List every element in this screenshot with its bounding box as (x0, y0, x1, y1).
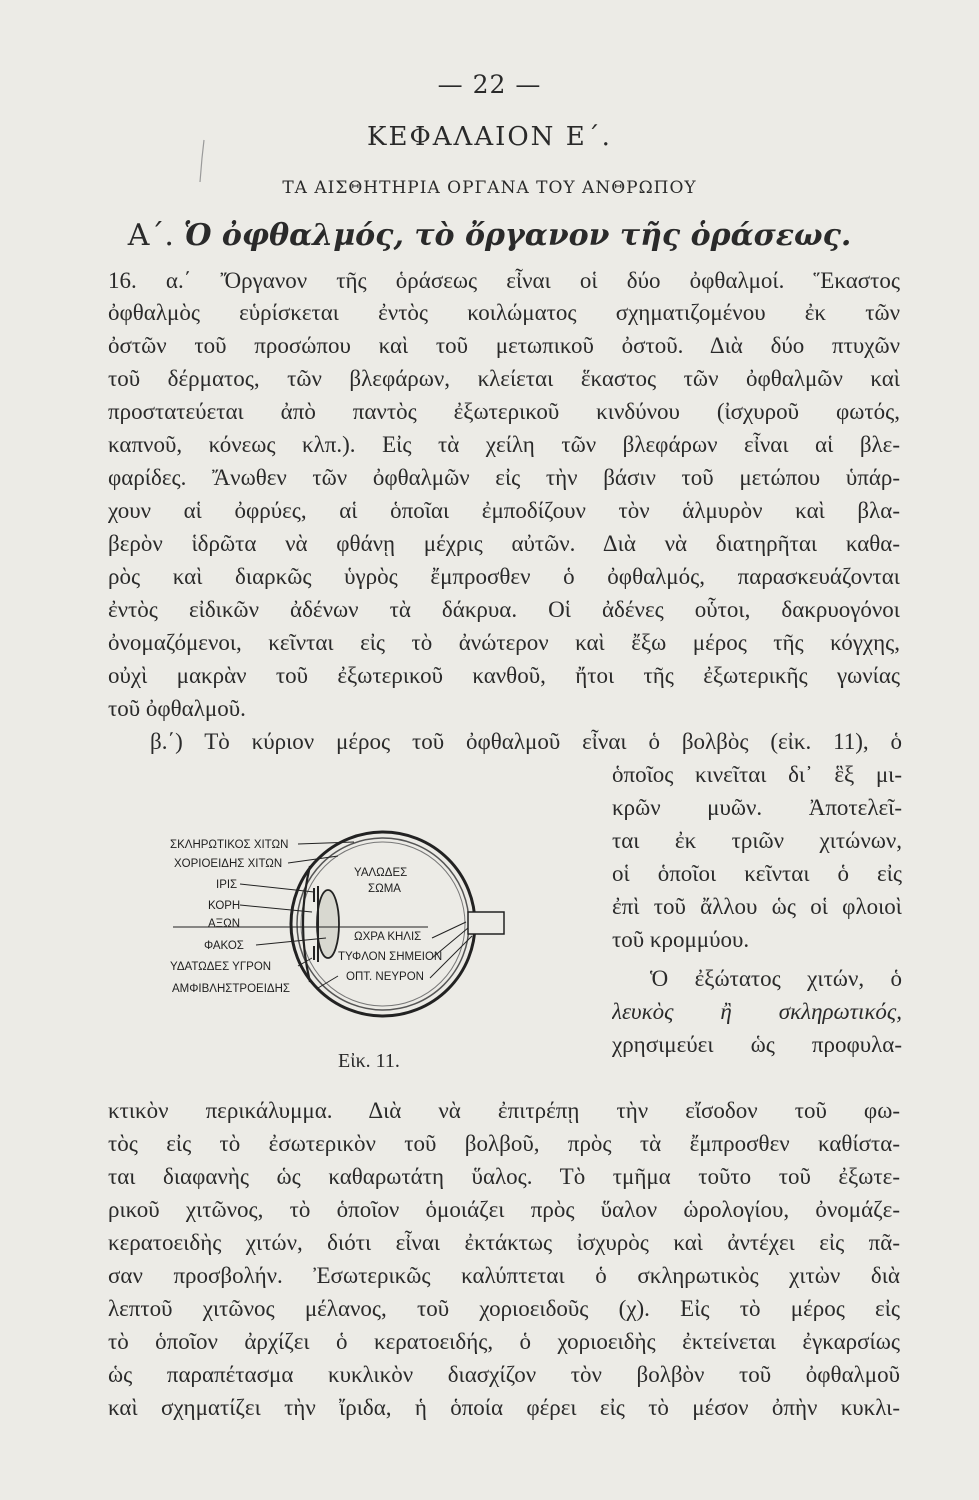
side-line: τοῦ κρομμύου. (612, 927, 750, 952)
label-choroid: ΧΟΡΙΟΕΙΔΗΣ ΧΙΤΩΝ (174, 858, 283, 870)
side-line: Ὁ ἐξώτατος χιτών, ὁ (650, 966, 902, 991)
label-optic-nerve: ΟΠΤ. ΝΕΥΡΟΝ (346, 971, 424, 983)
text-line: τὸ ὁποῖον ἀρχίζει ὁ κερατοειδής, ὁ χοριοειδὴς ἐκτείνεται ἐγκαρσίως (108, 1329, 900, 1354)
side-line: χρησιμεύει ὡς προφυλα- (612, 1032, 902, 1057)
label-axis: ΑΞΩΝ (208, 918, 241, 930)
chapter-subtitle: ΤΑ ΑΙΣΘΗΤΗΡΙΑ ΟΡΓΑΝΑ ΤΟΥ ΑΝΘΡΩΠΟΥ (282, 178, 697, 198)
iris-shape (314, 886, 318, 962)
text-line: τοῦ δέρματος, τῶν βλεφάρων, κλείεται ἕκαστος τῶν ὀφθαλμῶν καὶ (108, 366, 900, 391)
text-line: προστατεύεται ἀπὸ παντὸς ἐξωτερικοῦ κινδύνου (ἰσχυροῦ φωτός, (108, 399, 900, 424)
side-line: ἐπὶ τοῦ ἄλλου ὡς οἱ φλοιοὶ (612, 894, 902, 919)
text-line: ὀνομαζόμενοι, κεῖνται εἰς τὸ ἀνώτερον καὶ ἔξω μέρος τῆς κόγχης, (108, 630, 900, 655)
section-prefix: Α΄. (127, 218, 174, 253)
text-line: λεπτοῦ χιτῶνος μέλανος, τοῦ χοριοειδοῦς (χ). Εἰς τὸ μέρος εἰς (108, 1296, 900, 1321)
side-line: ται ἐκ τριῶν χιτώνων, (612, 828, 902, 853)
text-line: κερατοειδὴς χιτών, διότι εἶναι ἐκτάκτως ἰσχυρὸς καὶ ἀντέχει εἰς πᾶ- (108, 1230, 900, 1255)
text-line: φαρίδες. Ἄνωθεν τῶν ὀφθαλμῶν εἰς τὴν βάσιν τοῦ μετώπου ὑπάρ- (108, 465, 900, 490)
chapter-title: ΚΕΦΑΛΑΙΟΝ Ε΄. (367, 122, 612, 152)
text-line: σαν προσβολήν. Ἐσωτερικῶς καλύπτεται ὁ σκληρωτικὸς χιτὼν διὰ (108, 1263, 900, 1288)
section-heading (0, 218, 979, 253)
label-lens: ΦΑΚΟΣ (204, 940, 244, 952)
text-line: 16. α.΄ Ὄργανον τῆς ὁράσεως εἶναι οἱ δύο ὀφθαλμοί. Ἕκαστος (108, 268, 900, 293)
page-number: — 22 — (437, 70, 542, 99)
label-sclera: ΣΚΛΗΡΩΤΙΚΟΣ ΧΙΤΩΝ (170, 839, 289, 851)
text-line: καὶ σχηματίζει τὴν ἴριδα, ἡ ὁποία φέρει εἰς τὸ μέσον ὀπὴν κυκλι- (108, 1395, 900, 1420)
text-line: β.΄) Τὸ κύριον μέρος τοῦ ὀφθαλμοῦ εἶναι ὁ βολβὸς (εἰκ. 11), ὁ (150, 729, 902, 754)
text-line: τοῦ ὀφθαλμοῦ. (108, 696, 246, 721)
side-line: ὁποῖος κινεῖται δι᾽ ἓξ μι- (612, 762, 902, 787)
label-vitreous-2: ΣΩΜΑ (368, 883, 401, 895)
text-line: οὐχὶ μακρὰν τοῦ ἐξωτερικοῦ κανθοῦ, ἤτοι τῆς ἐξωτερικῆς γωνίας (108, 663, 900, 688)
label-aqueous: ΥΔΑΤΩΔΕΣ ΥΓΡΟΝ (170, 961, 272, 973)
label-vitreous-1: ΥΑΛΩΔΕΣ (354, 867, 408, 879)
text-line: ὀστῶν τοῦ προσώπου καὶ τοῦ μετωπικοῦ ὀστοῦ. Διὰ δύο πτυχῶν (108, 333, 900, 358)
eye-diagram (168, 826, 508, 1056)
label-iris: ΙΡΙΣ (216, 879, 238, 891)
label-pupil: ΚΟΡΗ (208, 900, 241, 912)
text-line: ρὸς καὶ διαρκῶς ὑγρὸς ἔμπροσθεν ὁ ὀφθαλμός, παρασκευάζονται (108, 564, 900, 589)
text-line: βερὸν ἱδρῶτα νὰ φθάνῃ μέχρις αὐτῶν. Διὰ νὰ διατηρῆται καθα- (108, 531, 900, 556)
section-title: Ὁ ὀφθαλμός, τὸ ὄργανον τῆς ὁράσεως. (183, 218, 852, 253)
optic-nerve-shape (468, 912, 504, 934)
side-line: οἱ ὁποῖοι κεῖνται ὁ εἰς (612, 861, 902, 886)
text-line: ρικοῦ χιτῶνος, τὸ ὁποῖον ὁμοιάζει πρὸς ὕαλον ὡρολογίου, ὀνομάζε- (108, 1197, 900, 1222)
label-macula: ΩΧΡΑ ΚΗΛΙΣ (354, 931, 422, 943)
text-line: κτικὸν περικάλυμμα. Διὰ νὰ ἐπιτρέπῃ τὴν εἴσοδον τοῦ φω- (108, 1098, 900, 1123)
text-line: ὡς παραπέτασμα κυκλικὸν διασχίζον τὸν βολβὸν τοῦ ὀφθαλμοῦ (108, 1362, 900, 1387)
text-line: ται διαφανὴς ὡς καθαρωτάτη ὕαλος. Τὸ τμῆμα τοῦτο τοῦ ἐξωτε- (108, 1164, 900, 1189)
text-line: καπνοῦ, κόνεως κλπ.). Εἰς τὰ χείλη τῶν βλεφάρων εἶναι αἱ βλε- (108, 432, 900, 457)
side-line: λευκὸς ἢ σκληρωτικός, (612, 999, 902, 1024)
label-retina: ΑΜΦΙΒΛΗΣΤΡΟΕΙΔΗΣ (172, 983, 290, 995)
lens-shape (317, 890, 339, 958)
label-blind-spot: ΤΥΦΛΟΝ ΣΗΜΕΙΟΝ (338, 951, 443, 963)
text-line: ἐντὸς εἰδικῶν ἀδένων τὰ δάκρυα. Οἱ ἀδένες οὗτοι, δακρυογόνοι (108, 597, 900, 622)
text-line: χουν αἱ ὀφρύες, αἱ ὁποῖαι ἐμποδίζουν τὸν ἁλμυρὸν καὶ βλα- (108, 498, 900, 523)
side-line: κρῶν μυῶν. Ἀποτελεῖ- (612, 795, 902, 820)
text-line: τὸς εἰς τὸ ἐσωτερικὸν τοῦ βολβοῦ, πρὸς τὰ ἔμπροσθεν καθίστα- (108, 1131, 900, 1156)
figure-caption: Εἰκ. 11. (338, 1050, 400, 1072)
text-line: ὀφθαλμὸς εὑρίσκεται ἐντὸς κοιλώματος σχηματιζομένου ἐκ τῶν (108, 300, 900, 325)
cornea-shape (303, 866, 310, 982)
